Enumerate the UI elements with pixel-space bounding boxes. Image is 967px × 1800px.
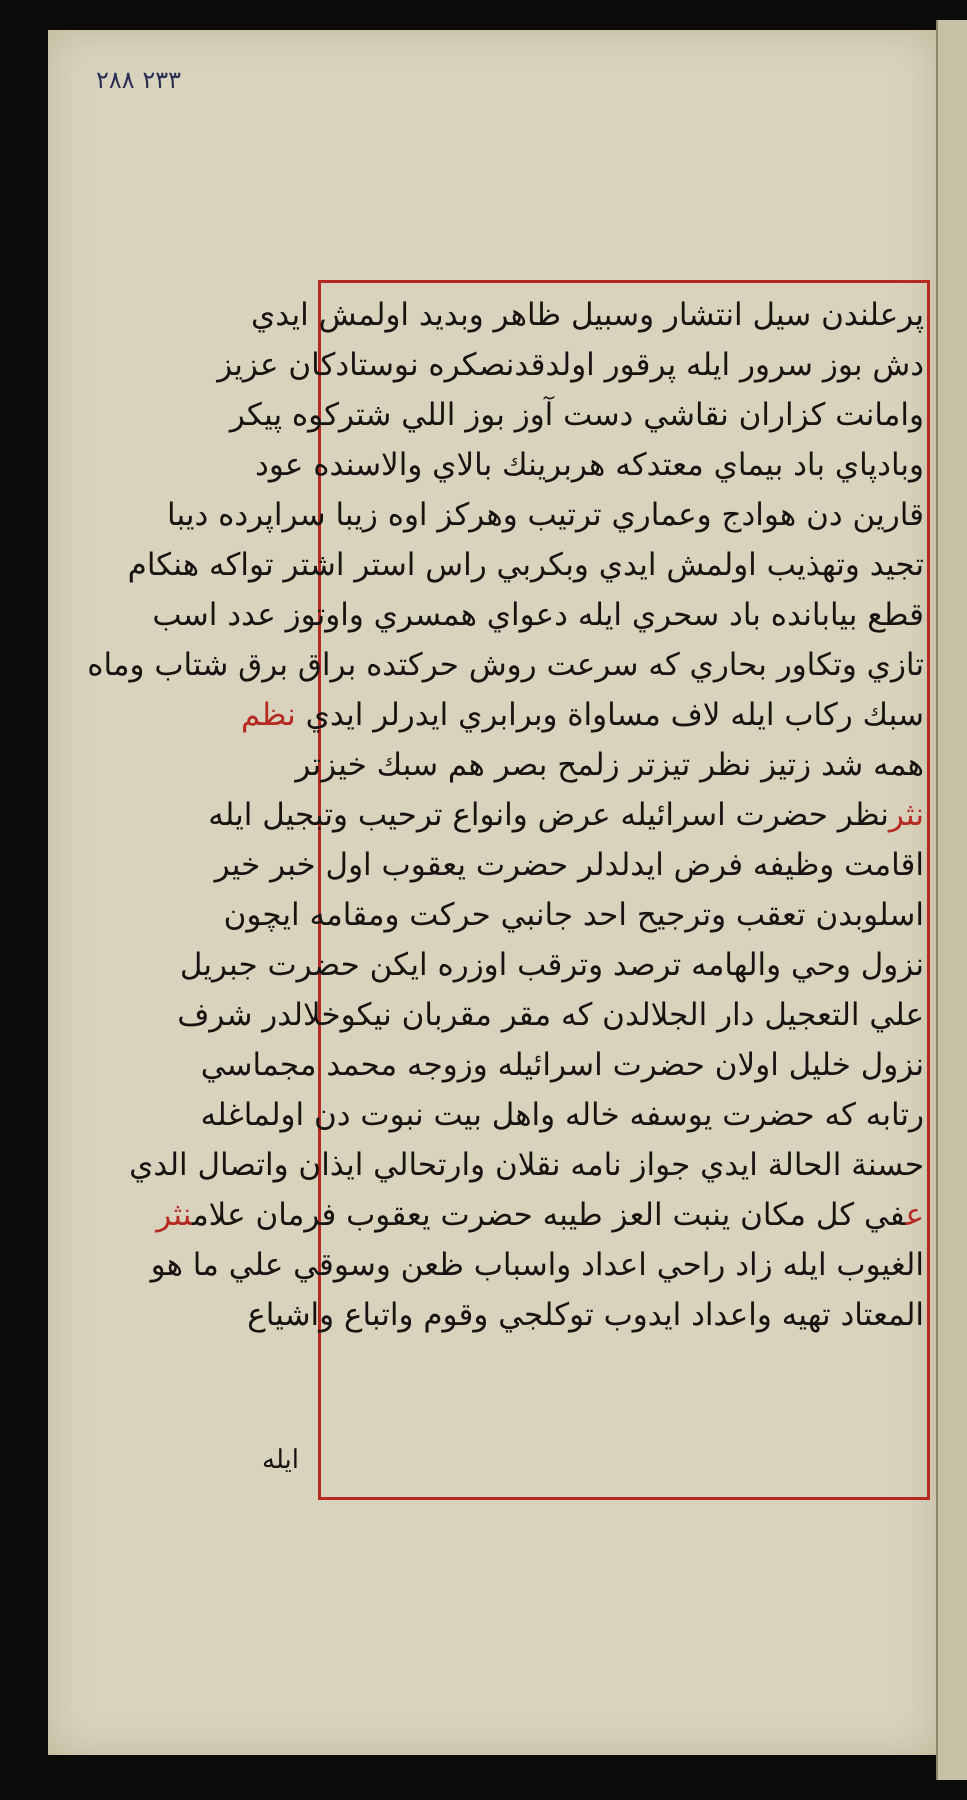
text-line: [167, 490, 924, 540]
rubric-marker: نثر: [888, 797, 924, 833]
text-line: [150, 1240, 924, 1290]
text-line: [200, 1040, 924, 1090]
folio-number: ٢٣٣ ٢٨٨: [96, 66, 181, 94]
text-line: [214, 840, 924, 890]
text-line: [179, 940, 924, 990]
text-line: [152, 590, 924, 640]
facing-page-edge: [936, 20, 967, 1780]
text-line: [255, 440, 924, 490]
line-text: نزول خليل اولان حضرت اسرائيله وزوجه محمد مجماسي: [200, 1047, 924, 1083]
line-text: اقامت وظيفه فرض ايدلدلر حضرت يعقوب اول خبر خير: [214, 847, 924, 883]
text-line: [156, 1190, 924, 1240]
line-text: في كل مكان ينبت العز طيبه حضرت يعقوب فرمان علام: [192, 1197, 906, 1233]
line-text: المعتاد تهيه واعداد ايدوب توكلجي وقوم واتباع واشياع: [247, 1297, 924, 1333]
text-line: [200, 1090, 924, 1140]
text-line: [250, 290, 924, 340]
rubric-heading: نظم: [241, 697, 296, 733]
text-line: [295, 740, 924, 790]
line-text: الغيوب ايله زاد راحي اعداد واسباب ظعن وسوقي علي ما هو: [150, 1247, 924, 1283]
line-text: اسلوبدن تعقب وترجيح احد جانبي حركت ومقامه ايچون: [223, 897, 924, 933]
margin-note: ايله: [262, 1445, 300, 1475]
text-line: [241, 690, 924, 740]
line-text: سبك ركاب ايله لاف مساواة وبرابري ايدرلر ايدي: [305, 697, 924, 733]
text-line: [208, 790, 924, 840]
line-text: تازي وتكاور بحاري كه سرعت روش حركتده براق برق شتاب وماه: [87, 647, 924, 683]
text-block: [87, 290, 924, 1490]
line-text: علي التعجيل دار الجلالدن كه مقر مقربان نيكوخلالدر شرف: [177, 997, 924, 1033]
line-text: رتابه كه حضرت يوسفه خاله واهل بيت نبوت دن اولماغله: [200, 1097, 924, 1133]
text-line: [229, 390, 924, 440]
text-line: [247, 1290, 924, 1340]
line-text: پرعلندن سيل انتشار وسبيل ظاهر وبديد اولمش ايدي: [250, 297, 924, 333]
rubric-marker: ع: [905, 1197, 924, 1233]
line-text: تجيد وتهذيب اولمش ايدي وبكربي راس استر اشتر تواكه هنكام: [127, 547, 924, 583]
text-line: [177, 990, 924, 1040]
line-text: وبادپاي باد بيماي معتدكه هربرينك بالاي والاسنده عود: [255, 447, 924, 483]
text-line: [223, 890, 924, 940]
line-text: حسنة الحالة ايدي جواز نامه نقلان وارتحالي ايذان واتصال الدي: [129, 1147, 924, 1183]
line-text: نزول وحي والهامه ترصد وترقب اوزره ايكن حضرت جبريل: [179, 947, 924, 983]
line-text: همه شد زتيز نظر تيزتر زلمح بصر هم سبك خيزتر: [295, 747, 924, 783]
line-text: نظر حضرت اسرائيله عرض وانواع ترحيب وتبجيل ايله: [208, 797, 889, 833]
rubric-marker: نثر: [156, 1197, 193, 1233]
line-text: قارين دن هوادج وعماري ترتيب وهركز اوه زيبا سراپرده ديبا: [167, 497, 924, 533]
text-line: [217, 340, 924, 390]
line-text: وامانت كزاران نقاشي دست آوز بوز اللي شتركوه پيكر: [229, 397, 924, 433]
line-text: دش بوز سرور ايله پرقور اولدقدنصكره نوستادكان عزيز: [217, 347, 924, 383]
text-line: [129, 1140, 924, 1190]
line-text: قطع بيابانده باد سحري ايله دعواي همسري واوتوز عدد اسب: [152, 597, 924, 633]
text-line: [127, 540, 924, 590]
text-line: [87, 640, 924, 690]
